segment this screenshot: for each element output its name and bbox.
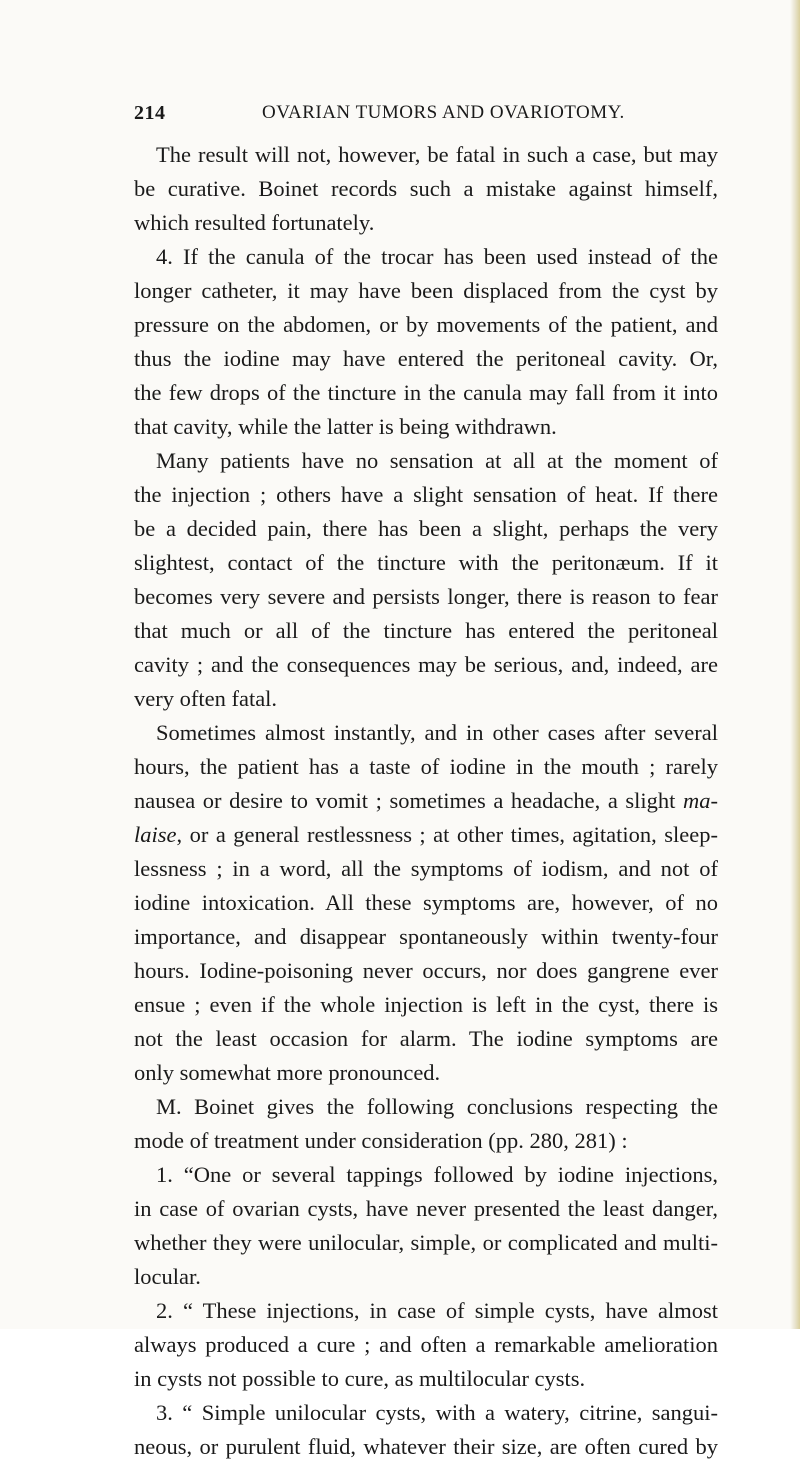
text-line: not the least occasion for alarm. The iodine symptoms are: [134, 1026, 718, 1051]
text-line: 2. “ These injections, in case of simple cysts, have almost: [156, 1298, 718, 1323]
text-line: The result will not, however, be fatal in such a case, but may: [156, 142, 718, 167]
text-line: becomes very severe and persists longer, there is reason to fear: [134, 584, 718, 609]
text-line: locular.: [134, 1264, 201, 1289]
text-line: very often fatal.: [134, 686, 278, 711]
text-line: the few drops of the tincture in the canula may fall from it into: [134, 380, 718, 405]
text-line: that much or all of the tincture has entered the peritoneal: [134, 618, 718, 643]
text-line: M. Boinet gives the following conclusions respecting the: [156, 1094, 718, 1119]
running-title: OVARIAN TUMORS AND OVARIOTOMY.: [262, 102, 625, 123]
text-line: iodine intoxication. All these symptoms are, however, of no: [134, 890, 718, 915]
text-line: that cavity, while the latter is being withdrawn.: [134, 414, 557, 439]
text-line: Sometimes almost instantly, and in other cases after several: [156, 720, 718, 745]
text-line: in cysts not possible to cure, as multilocular cysts.: [134, 1366, 586, 1391]
body-text: [134, 138, 718, 1464]
text-line: neous, or purulent fluid, whatever their size, are often cured by: [134, 1434, 718, 1459]
page-edge: [790, 0, 800, 1329]
running-header: [134, 96, 734, 126]
text-line: lessness ; in a word, all the symptoms of iodism, and not of: [134, 856, 718, 881]
text-line: pressure on the abdomen, or by movements of the patient, and: [134, 312, 718, 337]
text-line: mode of treatment under consideration (pp. 280, 281) :: [134, 1128, 628, 1153]
text-line: cavity ; and the consequences may be serious, and, indeed, are: [134, 652, 718, 677]
text-line: 4. If the canula of the trocar has been used instead of the: [156, 244, 718, 269]
text-line: [134, 818, 718, 852]
text-line: Many patients have no sensation at all at the moment of: [156, 448, 718, 473]
text-line: which resulted fortunately.: [134, 210, 375, 235]
text-line: slightest, contact of the tincture with the peritonæum. If it: [134, 550, 718, 575]
text-line: 1. “One or several tappings followed by iodine injections,: [156, 1162, 718, 1187]
text-line: importance, and disappear spontaneously within twenty-four: [134, 924, 718, 949]
text-line: in case of ovarian cysts, have never presented the least danger,: [134, 1196, 718, 1221]
text-line: hours, the patient has a taste of iodine in the mouth ; rarely: [134, 754, 718, 779]
text-line: 3. “ Simple unilocular cysts, with a watery, citrine, sangui-: [156, 1400, 718, 1425]
text-line: [134, 784, 718, 818]
text-line: always produced a cure ; and often a remarkable amelioration: [134, 1332, 718, 1357]
text-line: only somewhat more pronounced.: [134, 1060, 441, 1085]
text-line: thus the iodine may have entered the peritoneal cavity. Or,: [134, 346, 718, 371]
text-line: whether they were unilocular, simple, or complicated and multi-: [134, 1230, 718, 1255]
page-number: 214: [134, 102, 166, 124]
text-line: the injection ; others have a slight sensation of heat. If there: [134, 482, 718, 507]
text-line: hours. Iodine-poisoning never occurs, nor does gangrene ever: [134, 958, 718, 983]
text-segment: , or a general restlessness ; at other times, agitation, sleep-: [176, 822, 718, 847]
italic-term: ma-: [683, 788, 718, 813]
italic-term: laise: [134, 822, 177, 847]
text-line: ensue ; even if the whole injection is left in the cyst, there is: [134, 992, 718, 1017]
text-line: be a decided pain, there has been a slight, perhaps the very: [134, 516, 718, 541]
text-line: be curative. Boinet records such a mistake against himself,: [134, 176, 718, 201]
text-line: longer catheter, it may have been displaced from the cyst by: [134, 278, 718, 303]
text-segment: nausea or desire to vomit ; sometimes a headache, a slight: [134, 788, 683, 813]
